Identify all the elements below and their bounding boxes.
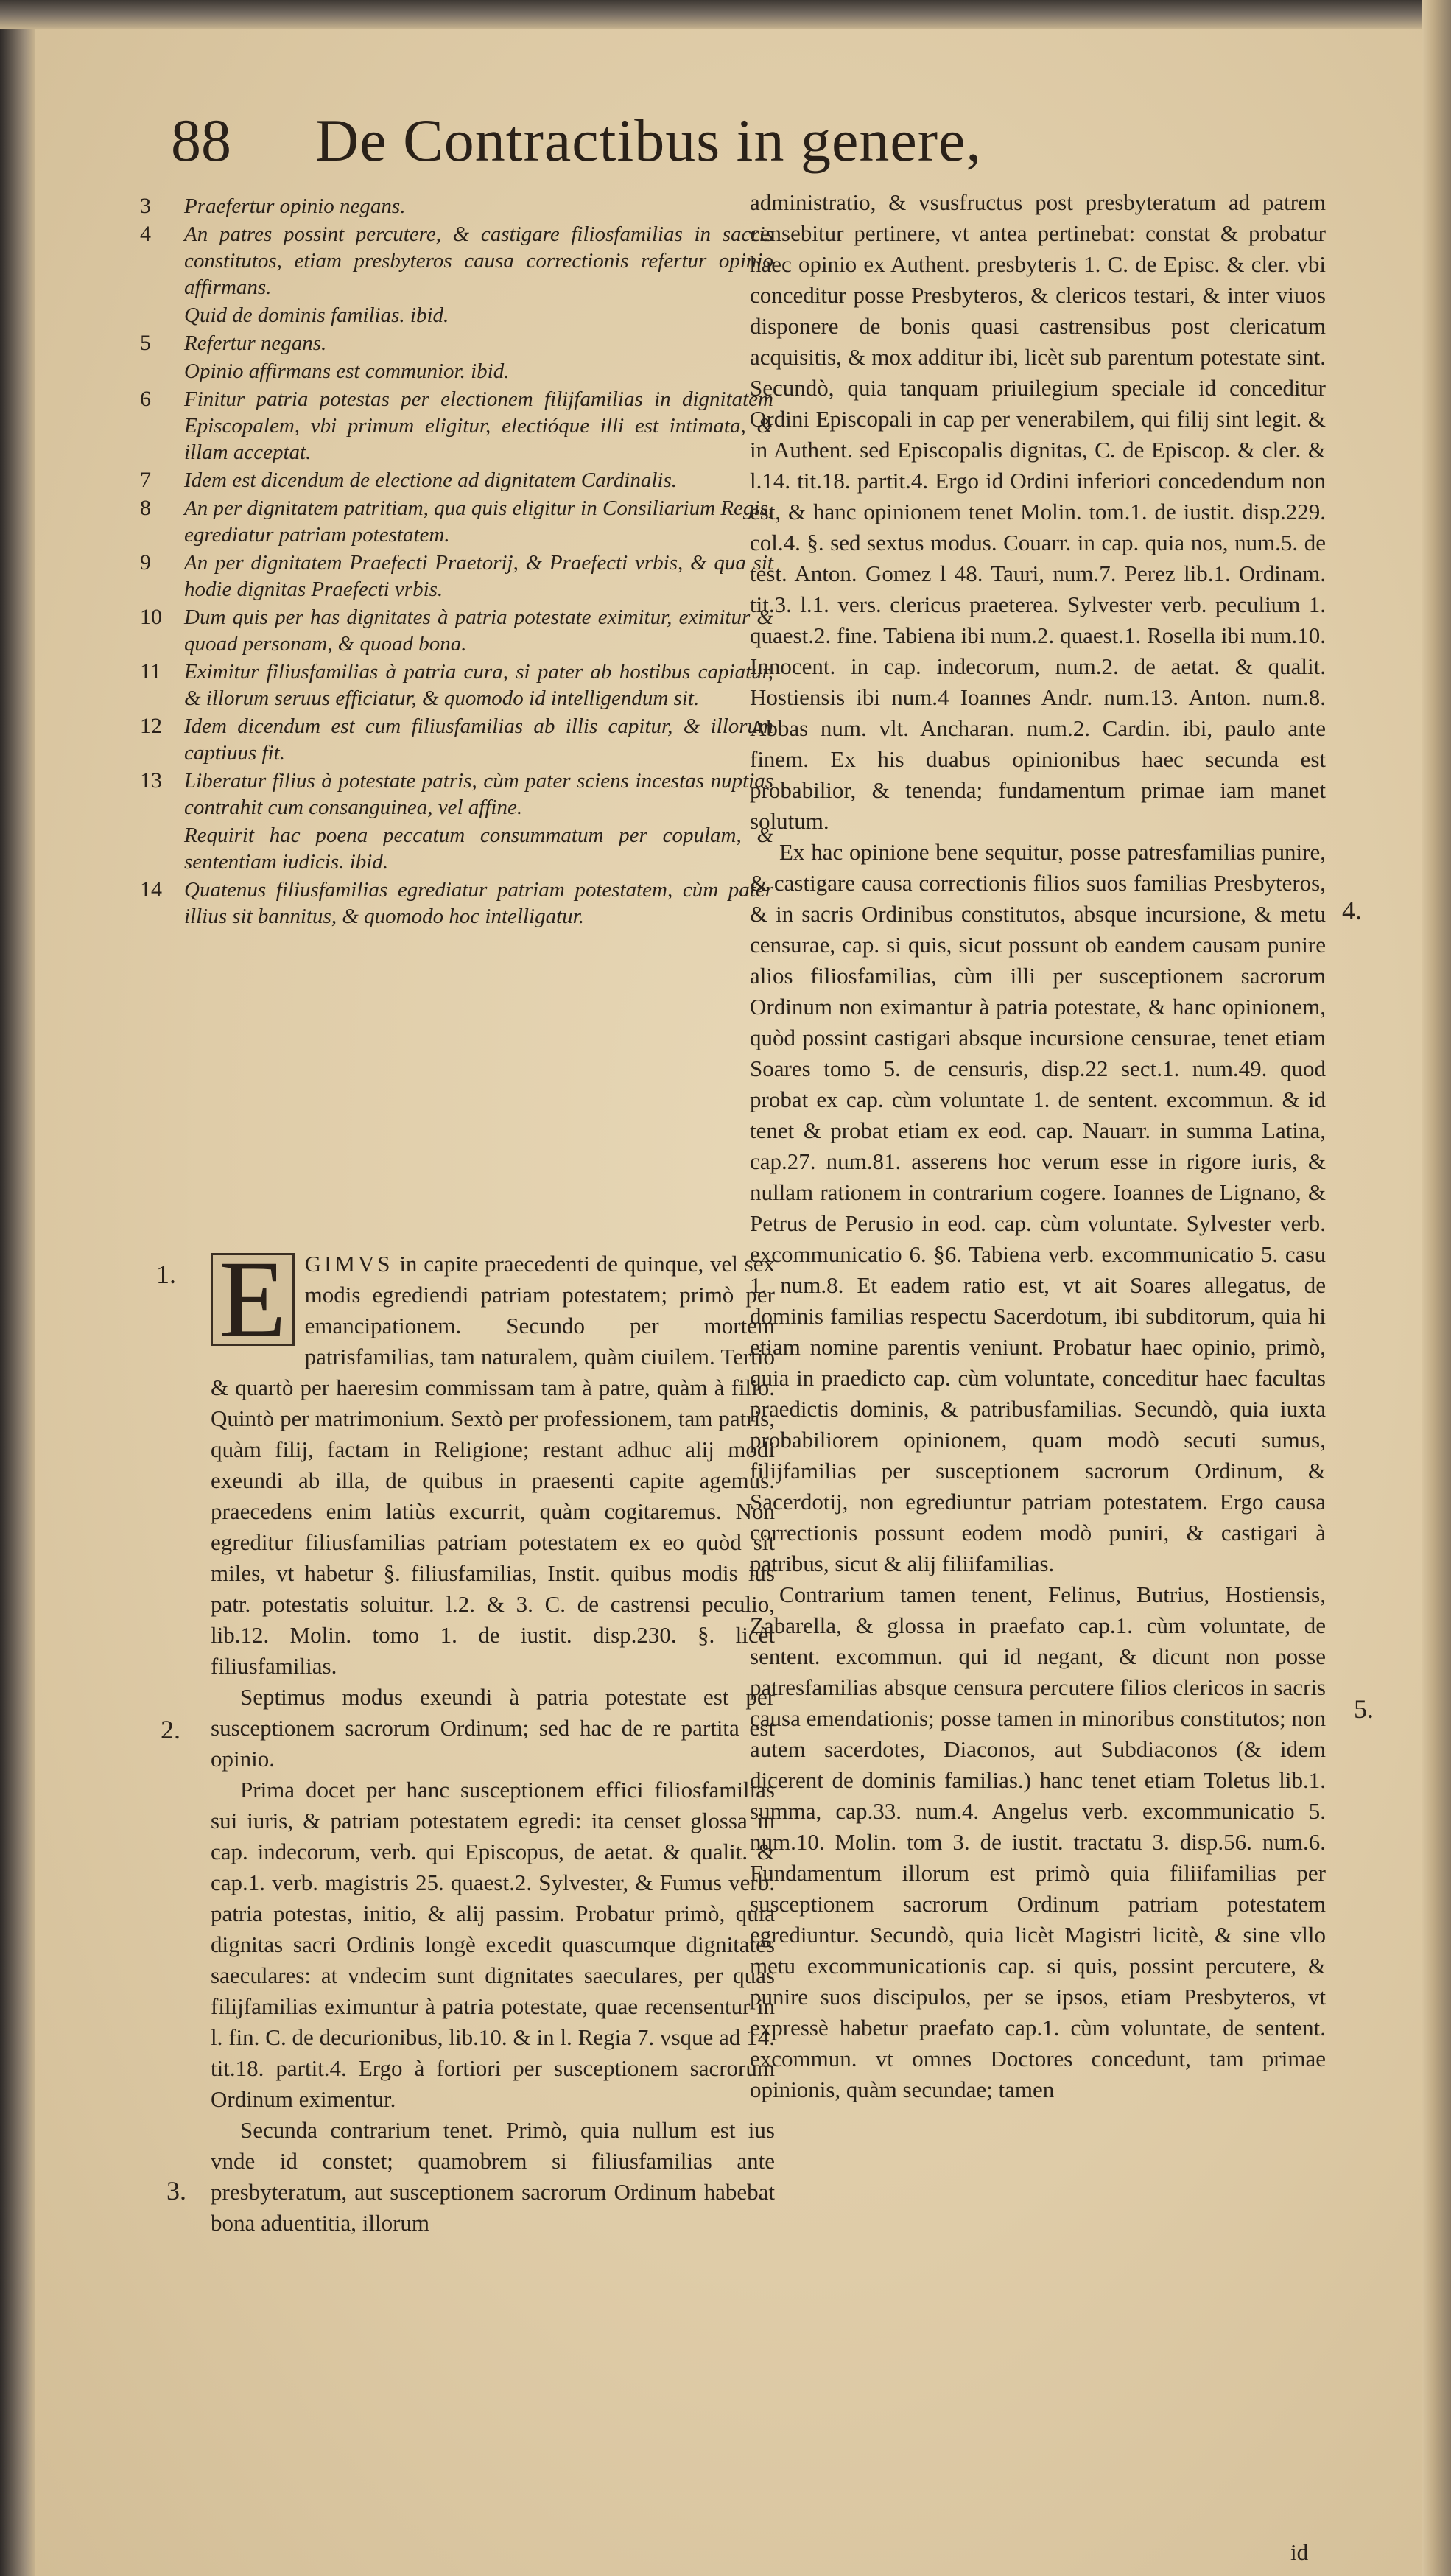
summary-item-text: Dum quis per has dignitates à patria potestate eximitur, eximitur & quoad personam, & quoad bona. [184,606,773,656]
summary-item-text: Praefertur opinio negans. [184,194,406,218]
margin-number-2: 2. [161,1715,180,1744]
paragraph-castigation: Ex hac opinione bene sequitur, posse patresfamilias punire, & castigare causa correctionis filios suos familias Presbyteros, & in sacris Ordinibus constitutos, absque incursione, & metu censurae, cap. si quis, sicut possunt ob eandem causam punire alios filiosfamilias, cùm illi per susceptionem sacrorum Ordinum non eximantur à patria potestate, & hanc opinionem, quòd possint castigari absque incursione censurae, tenet etiam Soares tomo 5. de censuris, disp.22 sect.1. num.49. quod probat ex cap. cùm voluntate 1. de sentent. excommun. & id tenet & probat etiam ex eod. cap. Nauarr. in summa Latina, cap.27. num.81. asserens hoc verum esse in rigore iuris, & nullam rationem in contrarium cogere. Ioannes de Lignano, & Petrus de Perusio in eod. cap. cùm voluntate. Sylvester verb. excommunicatio 6. §6. Tabiena verb. excommunicatio 5. casu 1. num.8. Et eadem ratio est, vt ait Soares allegatus, de dominis familias respectu Sacerdotum, ibi subditorum, quia hi etiam nomine parentis veniunt. Probatur haec opinio, primò, quia in praedicto cap. cùm voluntate, conceditur haec facultas praedictis dominis, & patribusfamilias. Secundò, quia iuxta probabiliorem opinionem, quam modò secuti sumus, filijfamilias per susceptionem sacrorum Ordinum, & Sacerdotij, non egrediuntur patriam potestatem. Ergo causa correctionis possunt eodem modò puniri, & castigari à patribus, sicut & alij filiifamilias. [750,839,1326,1576]
running-title: De Contractibus in genere, [315,107,982,174]
summary-item-text: An per dignitatem Praefecti Praetorij, & Praefecti vrbis, & qua sit hodie dignitas Praefecti vrbis. [184,551,773,601]
summary-item-number: 8 [140,496,151,520]
summary-item-number: 13 [140,768,162,793]
summary-item [140,604,773,657]
summary-item [140,659,773,712]
summary-item-text: Liberatur filius à potestate patris, cùm pater sciens incestas nuptias contrahit cum consanguinea, vel affine. [184,769,773,819]
top-page-edge [0,0,1451,29]
summary-item [184,358,773,385]
summary-item-text: Opinio affirmans est communior. ibid. [184,359,510,383]
summary-item [140,768,773,821]
summary-item-text: Refertur negans. [184,331,327,355]
chapter-summary-list [140,193,773,931]
margin-number-3: 3. [166,2176,186,2205]
opening-word: GIMVS [304,1251,393,1277]
summary-item-text: Eximitur filiusfamilias à patria cura, si pater ab hostibus capiatur, & illorum seruus efficiatur, & quomodo id intelligendum sit. [184,660,773,710]
paragraph-continuation: administratio, & vsusfructus post presbyteratum ad patrem censebitur pertinere, vt antea pertinebat: constat & probatur haec opinio ex Authent. presbyteris 1. C. de Episc. & cler. vbi conceditur posse Presbyteros, & clericos testari, & inter viuos disponere de bonis quasi castrensibus post clericatum acquisitis, & mox additur ibi, licèt sub parentum potestate sint. Secundò, quia tanquam priuilegium speciale id conceditur Ordini Episcopali in cap per venerabilem, qui filij sint legit. & in Authent. sed Episcopalis dignitas, C. de Episcop. & cler. & l.14. tit.18. partit.4. Ergo id Ordini inferiori concedendum non est, & hanc opinionem tenet Molin. tom.1. de iustit. disp.229. col.4. §. sed sextus modus. Couarr. in cap. quia nos, num.5. de test. Anton. Gomez l 48. Tauri, num.7. Perez lib.1. Ordinam. tit.3. l.1. vers. clericus praeterea. Sylvester verb. peculium 1. quaest.2. fine. Tabiena ibi num.2. quaest.1. Rosella ibi num.10. Innocent. in cap. indecorum, num.2. de aetat. & qualit. Hostiensis ibi num.4 Ioannes Andr. num.13. Anton. num.8. Abbas num. vlt. Ancharan. num.2. Cardin. ibi, paulo ante finem. Ex his duabus opinionibus haec secunda est probabilior, & tenenda; fundamentum primae iam manet solutum. [750,189,1326,834]
summary-item-number: 12 [140,714,162,738]
summary-item-number: 7 [140,468,151,492]
summary-item [184,302,773,329]
right-page-edge [1422,0,1451,2576]
summary-item [140,713,773,766]
summary-item-text: An patres possint percutere, & castigare filiosfamilias in sacris constitutos, etiam presbyteros causa correctionis refertur opinio affirmans. [184,222,773,299]
summary-item-number: 6 [140,387,151,411]
page-number: 88 [171,107,231,174]
summary-item [140,386,773,466]
summary-item [184,822,773,875]
summary-item-number: 3 [140,194,151,218]
summary-item-text: Quid de dominis familias. ibid. [184,303,449,327]
summary-item-number: 11 [140,659,161,684]
drop-capital: E [211,1253,295,1346]
summary-item [140,877,773,930]
summary-item-text: Finitur patria potestas per electionem filijfamilias in dignitatem Episcopalem, vbi primum eligitur, electióque illi est intimata, & illam acceptat. [184,387,773,464]
summary-item-number: 9 [140,550,151,575]
summary-item [140,550,773,603]
margin-number-4: 4. [1342,896,1362,925]
paragraph-second-opinion: Secunda contrarium tenet. Primò, quia nullum est ius vnde id constet; quamobrem si filiusfamilias ante presbyteratum, aut susceptionem sacrorum Ordinum habebat bona aduentitia, illorum [211,2117,775,2236]
summary-item [140,193,773,220]
summary-item-number: 10 [140,605,162,629]
right-text-column [750,187,1326,2105]
margin-number-1: 1. [156,1260,176,1289]
left-text-column [211,1238,775,2239]
summary-item-number: 14 [140,877,162,902]
margin-number-5: 5. [1354,1694,1374,1724]
summary-item-text: Idem est dicendum de electione ad dignitatem Cardinalis. [184,468,678,492]
summary-item-text: Quatenus filiusfamilias egrediatur patriam potestatem, cùm pater illius sit bannitus, & quomodo hoc intelligatur. [184,878,773,928]
summary-item [140,221,773,301]
catchword: id [1290,2539,1309,2565]
book-binding-edge [0,0,35,2576]
summary-item-text: Requirit hac poena peccatum consummatum per copulam, & sententiam iudicis. ibid. [184,824,773,874]
summary-item-number: 5 [140,331,151,355]
paragraph-seventh-mode: Septimus modus exeundi à patria potestate est per susceptionem sacrorum Ordinum; sed hac de re partita est opinio. [211,1684,775,1772]
paragraph-opening [211,1238,775,1682]
summary-item [140,330,773,357]
summary-item [140,495,773,548]
paragraph-contrary-opinion: Contrarium tamen tenent, Felinus, Butrius, Hostiensis, Zabarella, & glossa in praefato cap.1. cùm voluntate, de sentent. excommun. qui id negant, & dicunt non posse patresfamilias absque censura percutere filios clericos in sacris causa emendationis; posse tamen in minoribus constitutos; non autem sacerdotes, Diaconos, aut Subdiaconos (& idem dicerent de dominis familias.) hanc tenet etiam Toletus lib.1. summa, cap.33. num.4. Angelus verb. excommunicatio 5. num.10. Molin. tom 3. de iustit. tractatu 3. disp.56. num.6. Fundamentum illorum est primò quia filiifamilias per susceptionem sacrorum Ordinum patriam potestatem egrediuntur. Secundò, quia licèt Magistri licitè, & sine vllo metu excommunicationis cap. si quis, possint percutere, & punire suos discipulos, per se ipsos, etiam Presbyteros, vt expressè habetur praefato cap.1. cùm voluntate, de sentent. excommun. vt omnes Doctores concedunt, tam primae opinionis, quàm secundae; tamen [750,1582,1326,2102]
summary-item-text: An per dignitatem patritiam, qua quis eligitur in Consiliarium Regis, egrediatur patriam potestatem. [184,496,773,547]
opening-paragraph-text: in capite praecedenti de quinque, vel sex modis egrediendi patriam potestatem; primò per emancipationem. Secundo per mortem patrisfamilias, tam naturalem, quàm ciuilem. Tertiò & quartò per haeresim commissam tam à patre, quàm à filio. Quintò per matrimonium. Sextò per professionem, tam patris, quàm filij, factam in Religione; restant adhuc alij modi exeundi ab illa, de quibus in praesenti capite agemus. praecedens enim latiùs excurrit, quàm cogitaremus. Non egreditur filiusfamilias patriam potestatem ex eo quòd sit miles, vt habetur §. filiusfamilias, Instit. quibus modis ius patr. potestatis soluitur. l.2. & 3. C. de castrensi peculio, lib.12. Molin. tomo 1. de iustit. disp.230. §. licèt filiusfamilias. [211,1251,775,1679]
summary-item-text: Idem dicendum est cum filiusfamilias ab illis capitur, & illorum captiuus fit. [184,715,773,765]
paragraph-first-opinion: Prima docet per hanc susceptionem effici filiosfamilias sui iuris, & patriam potestatem egredi: ita censet glossa in cap. indecorum, verb. qui Episcopus, de aetat. & qualit. & cap.1. verb. magistris 25. quaest.2. Sylvester, & Fumus verb. patria potestas, initio, & alij passim. Probatur primò, quia dignitas sacri Ordinis longè excedit quascumque dignitates saeculares: at vndecim sunt dignitates saeculares, per quas filijfamilias eximuntur à patria potestate, quae recensentur in l. fin. C. de decurionibus, lib.10. & in l. Regia 7. vsque ad 14. tit.18. partit.4. Ergo à fortiori per susceptionem sacrorum Ordinum eximentur. [211,1777,775,2112]
summary-item [140,467,773,494]
summary-item-number: 4 [140,222,151,246]
